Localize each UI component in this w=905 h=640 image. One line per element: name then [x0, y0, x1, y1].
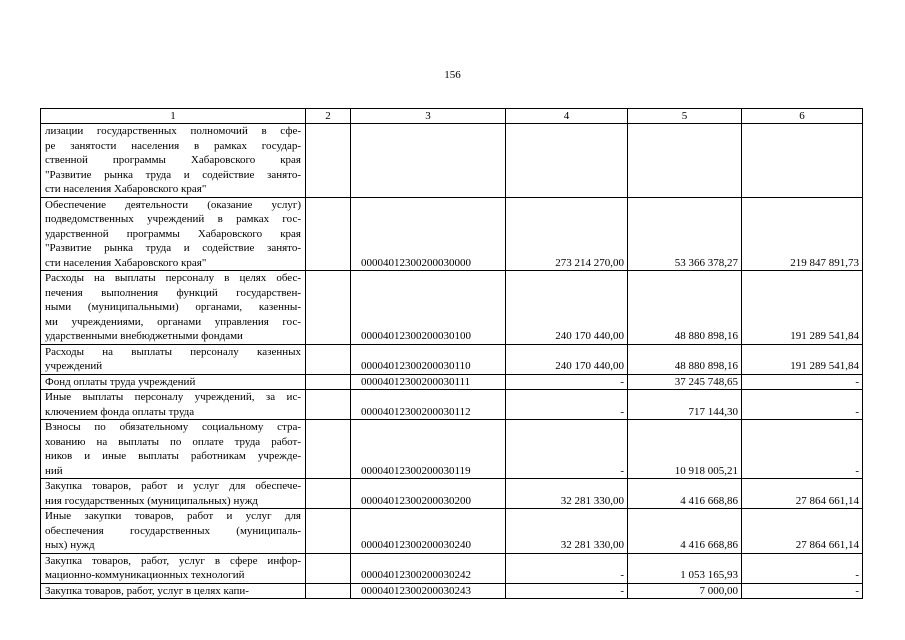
table-row: [41, 553, 863, 583]
description-line: ключением фонда оплаты труда: [45, 405, 195, 418]
value-col5: 10 918 005,21: [628, 420, 742, 479]
row-description: [41, 271, 306, 345]
value-col6: -: [742, 420, 863, 479]
value-col5: 48 880 898,16: [628, 344, 742, 374]
description-line: Иные закупки товаров, работ и услуг для: [45, 510, 301, 522]
value-col4: -: [506, 390, 628, 420]
budget-code: 00004012300200030119: [351, 420, 506, 479]
cell-col2: [306, 479, 351, 509]
budget-code: 00004012300200030110: [351, 344, 506, 374]
table-row: [41, 390, 863, 420]
description-line: лизации государственных полномочий в сфе-: [45, 125, 301, 137]
description-line: хованию на выплаты по оплате труда работ-: [45, 435, 301, 448]
value-col6: 191 289 541,84: [742, 344, 863, 374]
cell-col2: [306, 553, 351, 583]
table-row: [41, 509, 863, 554]
description-line: Фонд оплаты труда учреждений: [45, 375, 196, 388]
value-col6: -: [742, 553, 863, 583]
description-line: Иные выплаты персоналу учреждений, за ис-: [45, 391, 301, 403]
description-line: сти населения Хабаровского края": [45, 183, 207, 195]
budget-code: 00004012300200030000: [351, 197, 506, 271]
row-description: [41, 374, 306, 390]
description-line: "Развитие рынка труда и содействие занято-: [45, 168, 301, 181]
description-line: ударственной программы Хабаровского края: [45, 227, 301, 240]
budget-code: 00004012300200030112: [351, 390, 506, 420]
table-row: [41, 374, 863, 390]
column-header: 4: [506, 109, 628, 124]
table-row: [41, 124, 863, 198]
row-description: [41, 344, 306, 374]
value-col5: 4 416 668,86: [628, 509, 742, 554]
row-description: [41, 509, 306, 554]
value-col4: 32 281 330,00: [506, 509, 628, 554]
description-line: ников и иные выплаты работникам учрежде-: [45, 450, 301, 462]
cell-col2: [306, 344, 351, 374]
cell-col2: [306, 124, 351, 198]
cell-col2: [306, 374, 351, 390]
description-line: Расходы на выплаты персоналу в целях обес-: [45, 272, 301, 284]
description-line: ний: [45, 464, 63, 477]
description-line: ственной программы Хабаровского края: [45, 154, 301, 166]
column-header: 2: [306, 109, 351, 124]
description-line: учреждений: [45, 360, 103, 372]
value-col4: [506, 124, 628, 198]
cell-col2: [306, 197, 351, 271]
column-header: 3: [351, 109, 506, 124]
value-col5: [628, 124, 742, 198]
column-header: 1: [41, 109, 306, 124]
value-col4: -: [506, 553, 628, 583]
value-col4: -: [506, 583, 628, 599]
cell-col2: [306, 271, 351, 345]
cell-col2: [306, 583, 351, 599]
value-col5: 37 245 748,65: [628, 374, 742, 390]
cell-col2: [306, 420, 351, 479]
column-header: 5: [628, 109, 742, 124]
cell-col2: [306, 390, 351, 420]
row-description: [41, 479, 306, 509]
description-line: Расходы на выплаты персоналу казенных: [45, 345, 301, 358]
value-col5: 53 366 378,27: [628, 197, 742, 271]
table-row: [41, 420, 863, 479]
description-line: ударственными внебюджетными фондами: [45, 330, 243, 342]
table-row: [41, 583, 863, 599]
description-line: Закупка товаров, работ, услуг в сфере инфор-: [45, 554, 301, 567]
table-row: [41, 197, 863, 271]
column-header: 6: [742, 109, 863, 124]
description-line: "Развитие рынка труда и содействие занято-: [45, 242, 301, 254]
table-row: [41, 479, 863, 509]
description-line: Обеспечение деятельности (оказание услуг): [45, 198, 301, 211]
value-col6: -: [742, 374, 863, 390]
description-line: Закупка товаров, работ, услуг в целях капи-: [45, 584, 249, 597]
value-col6: [742, 124, 863, 198]
description-line: мационно-коммуникационных технологий: [45, 569, 245, 581]
cell-col2: [306, 509, 351, 554]
description-line: Закупка товаров, работ и услуг для обеспече-: [45, 480, 301, 492]
description-line: печения выполнения функций государствен-: [45, 286, 301, 299]
table-row: [41, 344, 863, 374]
budget-table: [40, 108, 863, 599]
row-description: [41, 583, 306, 599]
value-col4: -: [506, 420, 628, 479]
value-col5: 7 000,00: [628, 583, 742, 599]
budget-code: [351, 124, 506, 198]
value-col6: -: [742, 583, 863, 599]
description-line: ными (муниципальными) органами, казенны-: [45, 301, 301, 313]
description-line: подведомственных учреждений в рамках гос-: [45, 213, 301, 225]
header-row: [41, 109, 863, 124]
description-line: ми учреждениями, органами управления гос-: [45, 315, 301, 328]
budget-code: 00004012300200030240: [351, 509, 506, 554]
page-number: 156: [444, 69, 461, 81]
value-col6: 219 847 891,73: [742, 197, 863, 271]
value-col5: 717 144,30: [628, 390, 742, 420]
row-description: [41, 390, 306, 420]
row-description: [41, 420, 306, 479]
description-line: ре занятости населения в рамках государ-: [45, 139, 301, 152]
value-col5: 1 053 165,93: [628, 553, 742, 583]
value-col6: 27 864 661,14: [742, 509, 863, 554]
budget-code: 00004012300200030242: [351, 553, 506, 583]
description-line: Взносы по обязательному социальному стра-: [45, 421, 301, 433]
value-col4: 240 170 440,00: [506, 344, 628, 374]
value-col4: 32 281 330,00: [506, 479, 628, 509]
value-col5: 4 416 668,86: [628, 479, 742, 509]
row-description: [41, 553, 306, 583]
value-col4: 240 170 440,00: [506, 271, 628, 345]
value-col6: 191 289 541,84: [742, 271, 863, 345]
description-line: ния государственных (муниципальных) нужд: [45, 494, 258, 507]
value-col4: 273 214 270,00: [506, 197, 628, 271]
description-line: ных) нужд: [45, 539, 95, 551]
value-col6: 27 864 661,14: [742, 479, 863, 509]
budget-code: 00004012300200030200: [351, 479, 506, 509]
row-description: [41, 197, 306, 271]
table-row: [41, 271, 863, 345]
value-col6: -: [742, 390, 863, 420]
budget-code: 00004012300200030100: [351, 271, 506, 345]
description-line: обеспечения государственных (муниципаль-: [45, 524, 301, 537]
budget-code: 00004012300200030111: [351, 374, 506, 390]
row-description: [41, 124, 306, 198]
value-col4: -: [506, 374, 628, 390]
budget-code: 00004012300200030243: [351, 583, 506, 599]
description-line: сти населения Хабаровского края": [45, 256, 207, 269]
value-col5: 48 880 898,16: [628, 271, 742, 345]
